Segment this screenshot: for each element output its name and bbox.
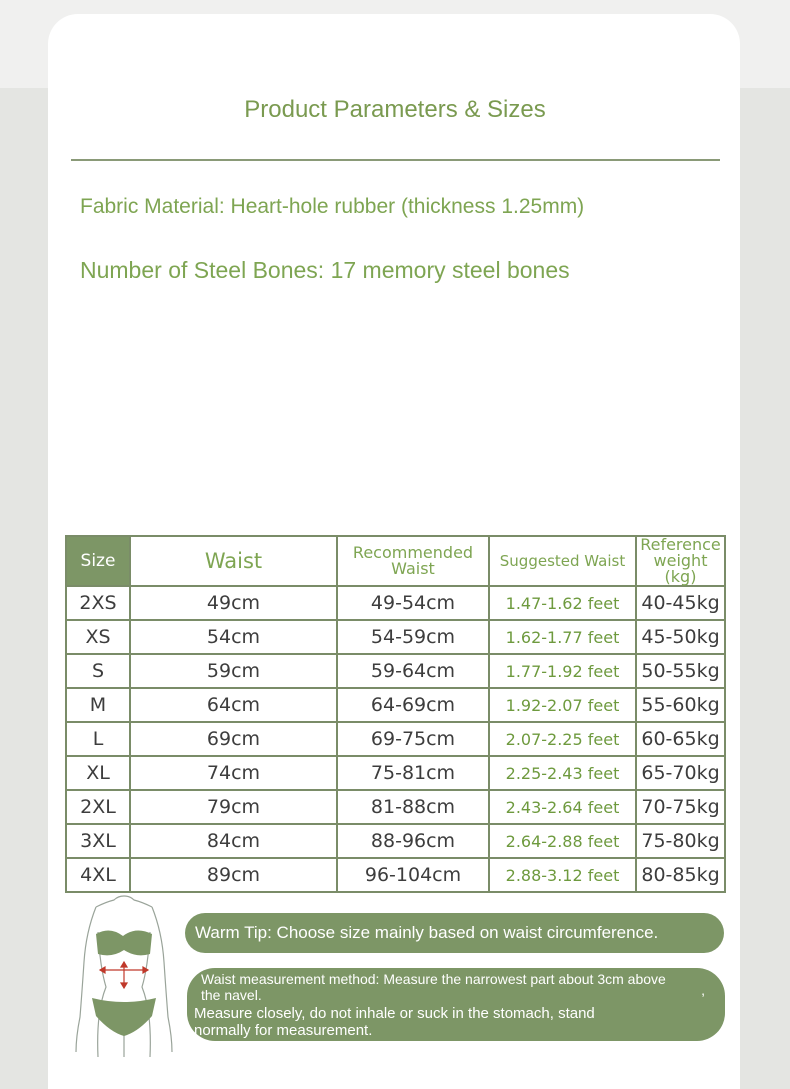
waist-cell: 49cm bbox=[130, 586, 337, 620]
reference-weight-cell: 40-45kg bbox=[636, 586, 725, 620]
suggested-waist-cell: 2.25-2.43 feet bbox=[489, 756, 636, 790]
reference-weight-cell: 45-50kg bbox=[636, 620, 725, 654]
suggested-waist-cell: 2.07-2.25 feet bbox=[489, 722, 636, 756]
table-row bbox=[66, 824, 725, 858]
size-cell: XS bbox=[66, 620, 130, 654]
recommended-waist-cell: 96-104cm bbox=[337, 858, 489, 892]
size-cell: S bbox=[66, 654, 130, 688]
table-row bbox=[66, 790, 725, 824]
size-cell: M bbox=[66, 688, 130, 722]
recommended-waist-cell: 81-88cm bbox=[337, 790, 489, 824]
header-reference-weight: Reference weight (kg) bbox=[636, 536, 725, 586]
waist-cell: 59cm bbox=[130, 654, 337, 688]
table-row bbox=[66, 756, 725, 790]
size-chart-table bbox=[65, 535, 726, 893]
recommended-waist-cell: 69-75cm bbox=[337, 722, 489, 756]
size-cell: L bbox=[66, 722, 130, 756]
suggested-waist-cell: 2.64-2.88 feet bbox=[489, 824, 636, 858]
header-recommended-waist: Recommended Waist bbox=[337, 536, 489, 586]
suggested-waist-cell: 1.92-2.07 feet bbox=[489, 688, 636, 722]
size-cell: 4XL bbox=[66, 858, 130, 892]
recommended-waist-cell: 64-69cm bbox=[337, 688, 489, 722]
waist-cell: 69cm bbox=[130, 722, 337, 756]
fabric-material-text: Fabric Material: Heart-hole rubber (thickness 1.25mm) bbox=[80, 195, 585, 218]
suggested-waist-cell: 2.88-3.12 feet bbox=[489, 858, 636, 892]
recommended-waist-cell: 49-54cm bbox=[337, 586, 489, 620]
reference-weight-cell: 50-55kg bbox=[636, 654, 725, 688]
recommended-waist-cell: 54-59cm bbox=[337, 620, 489, 654]
header-waist: Waist bbox=[130, 536, 337, 586]
measurement-method-banner bbox=[187, 968, 725, 1041]
title-divider bbox=[71, 159, 720, 161]
waist-cell: 84cm bbox=[130, 824, 337, 858]
steel-bones-text: Number of Steel Bones: 17 memory steel bones bbox=[80, 257, 570, 283]
size-cell: 2XS bbox=[66, 586, 130, 620]
size-cell: 2XL bbox=[66, 790, 130, 824]
recommended-waist-cell: 75-81cm bbox=[337, 756, 489, 790]
table-row bbox=[66, 620, 725, 654]
header-size: Size bbox=[66, 536, 130, 586]
waist-cell: 79cm bbox=[130, 790, 337, 824]
size-cell: 3XL bbox=[66, 824, 130, 858]
recommended-waist-cell: 88-96cm bbox=[337, 824, 489, 858]
waist-cell: 74cm bbox=[130, 756, 337, 790]
header-suggested-waist: Suggested Waist bbox=[489, 536, 636, 586]
waist-cell: 54cm bbox=[130, 620, 337, 654]
warm-tip-banner: Warm Tip: Choose size mainly based on waist circumference. bbox=[185, 913, 724, 953]
stray-comma: , bbox=[701, 982, 705, 998]
recommended-waist-cell: 59-64cm bbox=[337, 654, 489, 688]
table-row bbox=[66, 858, 725, 892]
suggested-waist-cell: 1.62-1.77 feet bbox=[489, 620, 636, 654]
reference-weight-cell: 80-85kg bbox=[636, 858, 725, 892]
body-measurement-icon bbox=[66, 892, 180, 1062]
table-row bbox=[66, 654, 725, 688]
reference-weight-cell: 65-70kg bbox=[636, 756, 725, 790]
measurement-method-text: Waist measurement method: Measure the narrowest part about 3cm above the navel. bbox=[201, 971, 666, 1003]
reference-weight-cell: 70-75kg bbox=[636, 790, 725, 824]
suggested-waist-cell: 2.43-2.64 feet bbox=[489, 790, 636, 824]
table-row bbox=[66, 688, 725, 722]
suggested-waist-cell: 1.47-1.62 feet bbox=[489, 586, 636, 620]
reference-weight-cell: 55-60kg bbox=[636, 688, 725, 722]
suggested-waist-cell: 1.77-1.92 feet bbox=[489, 654, 636, 688]
page-title: Product Parameters & Sizes bbox=[244, 96, 546, 123]
table-header-row bbox=[66, 536, 725, 586]
table-row bbox=[66, 722, 725, 756]
measurement-instructions-text: Measure closely, do not inhale or suck in the stomach, stand normally for measurement. bbox=[194, 1005, 595, 1039]
waist-cell: 89cm bbox=[130, 858, 337, 892]
reference-weight-cell: 60-65kg bbox=[636, 722, 725, 756]
table-row bbox=[66, 586, 725, 620]
size-cell: XL bbox=[66, 756, 130, 790]
reference-weight-cell: 75-80kg bbox=[636, 824, 725, 858]
waist-cell: 64cm bbox=[130, 688, 337, 722]
